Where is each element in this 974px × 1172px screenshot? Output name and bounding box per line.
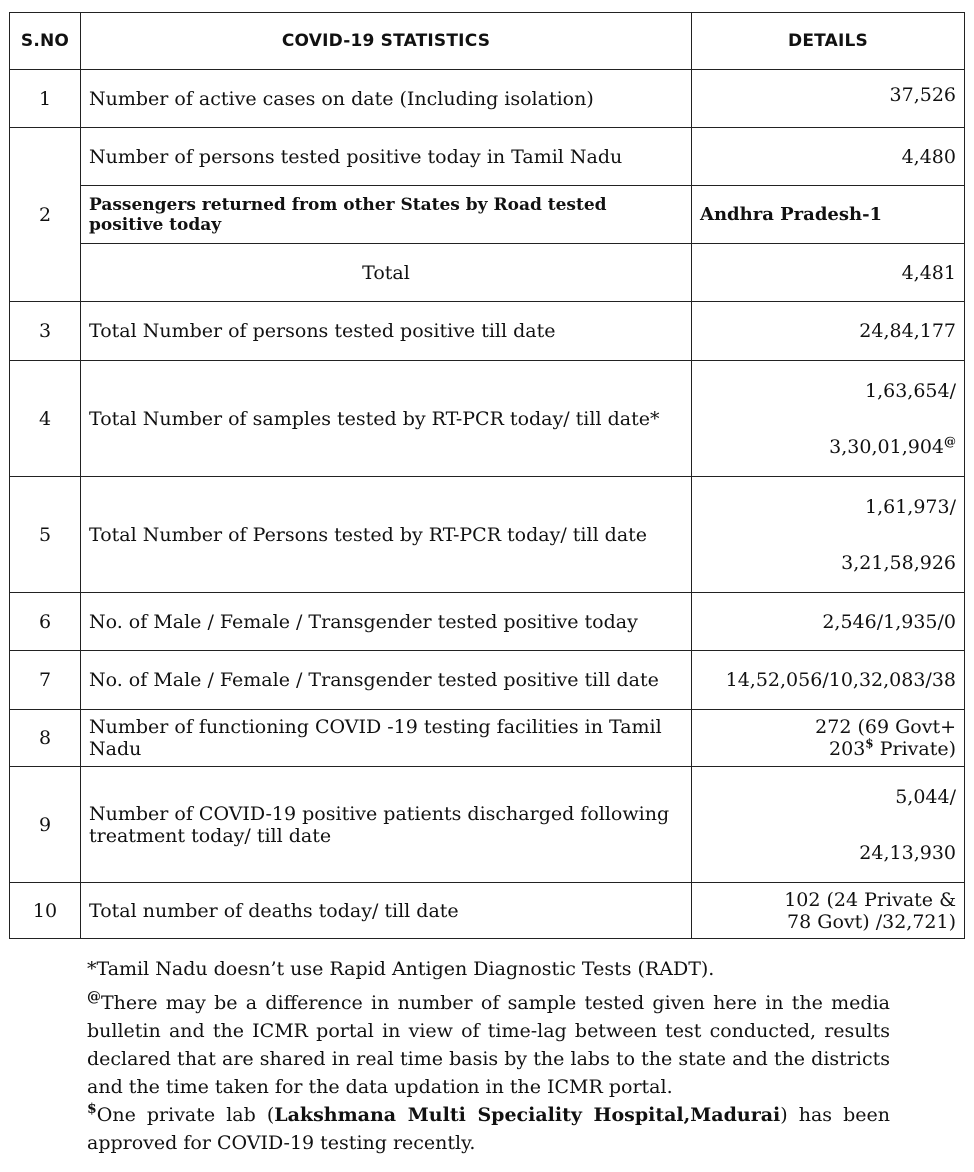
footnote-text-post: ) has been approved for COVID-19 testing recently. bbox=[87, 1104, 890, 1154]
header-sno: S.NO bbox=[10, 13, 81, 70]
value-till-date: 3,21,58,926 bbox=[841, 551, 956, 574]
header-statistics: COVID-19 STATISTICS bbox=[81, 13, 692, 70]
value-till-date: 3,30,01,904 bbox=[829, 435, 944, 458]
table-row bbox=[10, 767, 965, 883]
value-line-2: 78 Govt) /32,721) bbox=[787, 910, 956, 933]
dollar-symbol: $ bbox=[865, 736, 874, 751]
row-value: 14,52,056/10,32,083/38 bbox=[692, 651, 965, 710]
row-value: Andhra Pradesh-1 bbox=[692, 186, 965, 244]
row-sno: 2 bbox=[10, 128, 81, 302]
value-till-date: 24,13,930 bbox=[859, 841, 956, 864]
row-value: 37,526 bbox=[692, 70, 965, 128]
table-row bbox=[10, 651, 965, 710]
table-row bbox=[10, 70, 965, 128]
table-row bbox=[10, 361, 965, 477]
value-line-2a: 203 bbox=[829, 738, 866, 760]
row-sno: 1 bbox=[10, 70, 81, 128]
row-description: Total Number of Persons tested by RT-PCR today/ till date bbox=[81, 477, 692, 593]
row-sno: 5 bbox=[10, 477, 81, 593]
value-line-1: 272 (69 Govt+ bbox=[815, 716, 956, 738]
value-today: 5,044/ bbox=[895, 785, 956, 808]
row-description: Total Number of persons tested positive till date bbox=[81, 302, 692, 361]
footnote-text-pre: One private lab ( bbox=[96, 1104, 275, 1126]
row-sno: 3 bbox=[10, 302, 81, 361]
table-row bbox=[10, 244, 965, 302]
table-row bbox=[10, 883, 965, 939]
table-row bbox=[10, 710, 965, 767]
row-sno: 6 bbox=[10, 593, 81, 651]
row-sno: 7 bbox=[10, 651, 81, 710]
row-value bbox=[692, 767, 965, 883]
row-value: 4,480 bbox=[692, 128, 965, 186]
footnotes bbox=[87, 955, 890, 1157]
row-description: Number of persons tested positive today in Tamil Nadu bbox=[81, 128, 692, 186]
table-row bbox=[10, 302, 965, 361]
row-value bbox=[692, 477, 965, 593]
row-description: Passengers returned from other States by Road tested positive today bbox=[81, 186, 692, 244]
hospital-name: Lakshmana Multi Speciality Hospital,Madurai bbox=[274, 1104, 781, 1126]
table-header-row bbox=[10, 13, 965, 70]
table-row bbox=[10, 128, 965, 186]
row-value: 24,84,177 bbox=[692, 302, 965, 361]
at-symbol: @ bbox=[944, 434, 956, 449]
footnote-private-lab bbox=[87, 1101, 890, 1157]
value-line-2b: Private) bbox=[873, 738, 956, 760]
footnote-sample-difference bbox=[87, 989, 890, 1101]
footnote-text: There may be a difference in number of sample tested given here in the media bulletin and the ICMR portal in view of time-lag between test conducted, results declared that are shared in real time basis by the labs to the state and the districts and the time taken for the data updation in the ICMR portal. bbox=[87, 992, 890, 1098]
row-value bbox=[692, 883, 965, 939]
table-row bbox=[10, 477, 965, 593]
row-sno: 4 bbox=[10, 361, 81, 477]
value-today: 1,61,973/ bbox=[864, 495, 956, 518]
row-sno: 9 bbox=[10, 767, 81, 883]
row-description: Number of COVID-19 positive patients discharged following treatment today/ till date bbox=[81, 767, 692, 883]
dollar-symbol: $ bbox=[87, 1101, 97, 1117]
row-description: Number of active cases on date (Including isolation) bbox=[81, 70, 692, 128]
header-details: DETAILS bbox=[692, 13, 965, 70]
table-row bbox=[10, 186, 965, 244]
row-description: No. of Male / Female / Transgender tested positive till date bbox=[81, 651, 692, 710]
value-today: 1,63,654/ bbox=[864, 379, 956, 402]
row-sno: 10 bbox=[10, 883, 81, 939]
covid-statistics-table bbox=[9, 12, 965, 939]
row-description: Total number of deaths today/ till date bbox=[81, 883, 692, 939]
row-description: No. of Male / Female / Transgender tested positive today bbox=[81, 593, 692, 651]
row-description: Total Number of samples tested by RT-PCR today/ till date* bbox=[81, 361, 692, 477]
row-value bbox=[692, 361, 965, 477]
row-description: Number of functioning COVID -19 testing facilities in Tamil Nadu bbox=[81, 710, 692, 767]
footnote-radt: *Tamil Nadu doesn’t use Rapid Antigen Diagnostic Tests (RADT). bbox=[87, 958, 715, 980]
row-sno: 8 bbox=[10, 710, 81, 767]
row-value bbox=[692, 710, 965, 767]
row-value: 2,546/1,935/0 bbox=[692, 593, 965, 651]
row-description: Total bbox=[81, 244, 692, 302]
value-line-1: 102 (24 Private & bbox=[784, 888, 956, 911]
table-row bbox=[10, 593, 965, 651]
row-value: 4,481 bbox=[692, 244, 965, 302]
at-symbol: @ bbox=[87, 989, 101, 1005]
